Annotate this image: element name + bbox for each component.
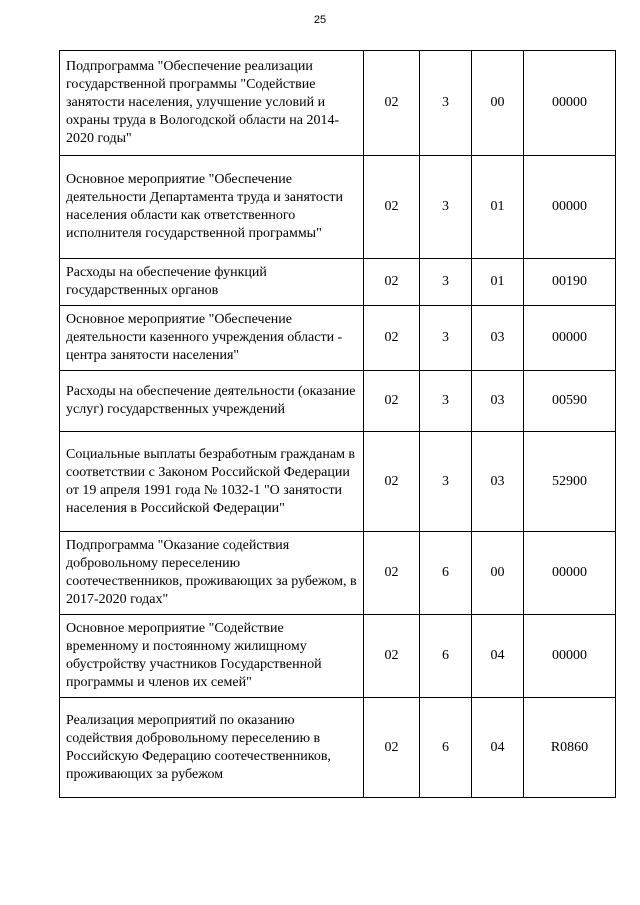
- row-description: Реализация мероприятий по оказанию содействия добровольному переселению в Российскую Федерацию соотечественников, проживающих за рубежом: [60, 698, 364, 798]
- table-row: [60, 156, 616, 259]
- table-row: [60, 51, 616, 156]
- row-code-4: 00000: [524, 306, 616, 371]
- row-code-2: 3: [420, 156, 472, 259]
- row-code-3: 03: [472, 432, 524, 532]
- row-code-3: 03: [472, 371, 524, 432]
- row-description: Основное мероприятие "Обеспечение деятельности казенного учреждения области - центра занятости населения": [60, 306, 364, 371]
- row-code-2: 6: [420, 532, 472, 615]
- row-code-2: 3: [420, 371, 472, 432]
- row-description: Подпрограмма "Обеспечение реализации государственной программы "Содействие занятости населения, улучшение условий и охраны труда в Вологодской области на 2014-2020 годы": [60, 51, 364, 156]
- row-code-3: 00: [472, 51, 524, 156]
- row-code-4: 00000: [524, 51, 616, 156]
- page-number: 25: [313, 14, 327, 26]
- table-row: [60, 371, 616, 432]
- row-code-1: 02: [364, 371, 420, 432]
- row-code-4: 52900: [524, 432, 616, 532]
- budget-table: [59, 50, 616, 798]
- table-row: [60, 532, 616, 615]
- row-code-2: 6: [420, 615, 472, 698]
- row-code-4: 00000: [524, 532, 616, 615]
- row-code-1: 02: [364, 259, 420, 306]
- row-description: Подпрограмма "Оказание содействия добровольному переселению соотечественников, проживающих за рубежом, в 2017-2020 годах": [60, 532, 364, 615]
- row-description: Расходы на обеспечение деятельности (оказание услуг) государственных учреждений: [60, 371, 364, 432]
- row-description: Основное мероприятие "Содействие временному и постоянному жилищному обустройству участников Государственной программы и членов их семей": [60, 615, 364, 698]
- row-code-3: 04: [472, 698, 524, 798]
- row-code-4: 00590: [524, 371, 616, 432]
- row-code-3: 03: [472, 306, 524, 371]
- row-code-1: 02: [364, 615, 420, 698]
- row-code-3: 01: [472, 156, 524, 259]
- row-code-2: 3: [420, 259, 472, 306]
- row-code-3: 00: [472, 532, 524, 615]
- table-row: [60, 259, 616, 306]
- row-code-1: 02: [364, 51, 420, 156]
- table-row: [60, 615, 616, 698]
- row-code-1: 02: [364, 698, 420, 798]
- row-description: Основное мероприятие "Обеспечение деятельности Департамента труда и занятости населения области как ответственного исполнителя государственной программы": [60, 156, 364, 259]
- table-row: [60, 306, 616, 371]
- row-code-2: 3: [420, 432, 472, 532]
- table-row: [60, 432, 616, 532]
- row-code-4: 00190: [524, 259, 616, 306]
- row-code-2: 6: [420, 698, 472, 798]
- row-code-1: 02: [364, 156, 420, 259]
- row-code-3: 01: [472, 259, 524, 306]
- row-code-2: 3: [420, 306, 472, 371]
- row-code-1: 02: [364, 532, 420, 615]
- row-code-3: 04: [472, 615, 524, 698]
- row-code-4: 00000: [524, 615, 616, 698]
- row-code-1: 02: [364, 432, 420, 532]
- row-code-1: 02: [364, 306, 420, 371]
- row-description: Расходы на обеспечение функций государственных органов: [60, 259, 364, 306]
- row-code-2: 3: [420, 51, 472, 156]
- row-code-4: 00000: [524, 156, 616, 259]
- row-description: Социальные выплаты безработным гражданам в соответствии с Законом Российской Федерации от 19 апреля 1991 года № 1032-1 "О занятости населения в Российской Федерации": [60, 432, 364, 532]
- row-code-4: R0860: [524, 698, 616, 798]
- table-row: [60, 698, 616, 798]
